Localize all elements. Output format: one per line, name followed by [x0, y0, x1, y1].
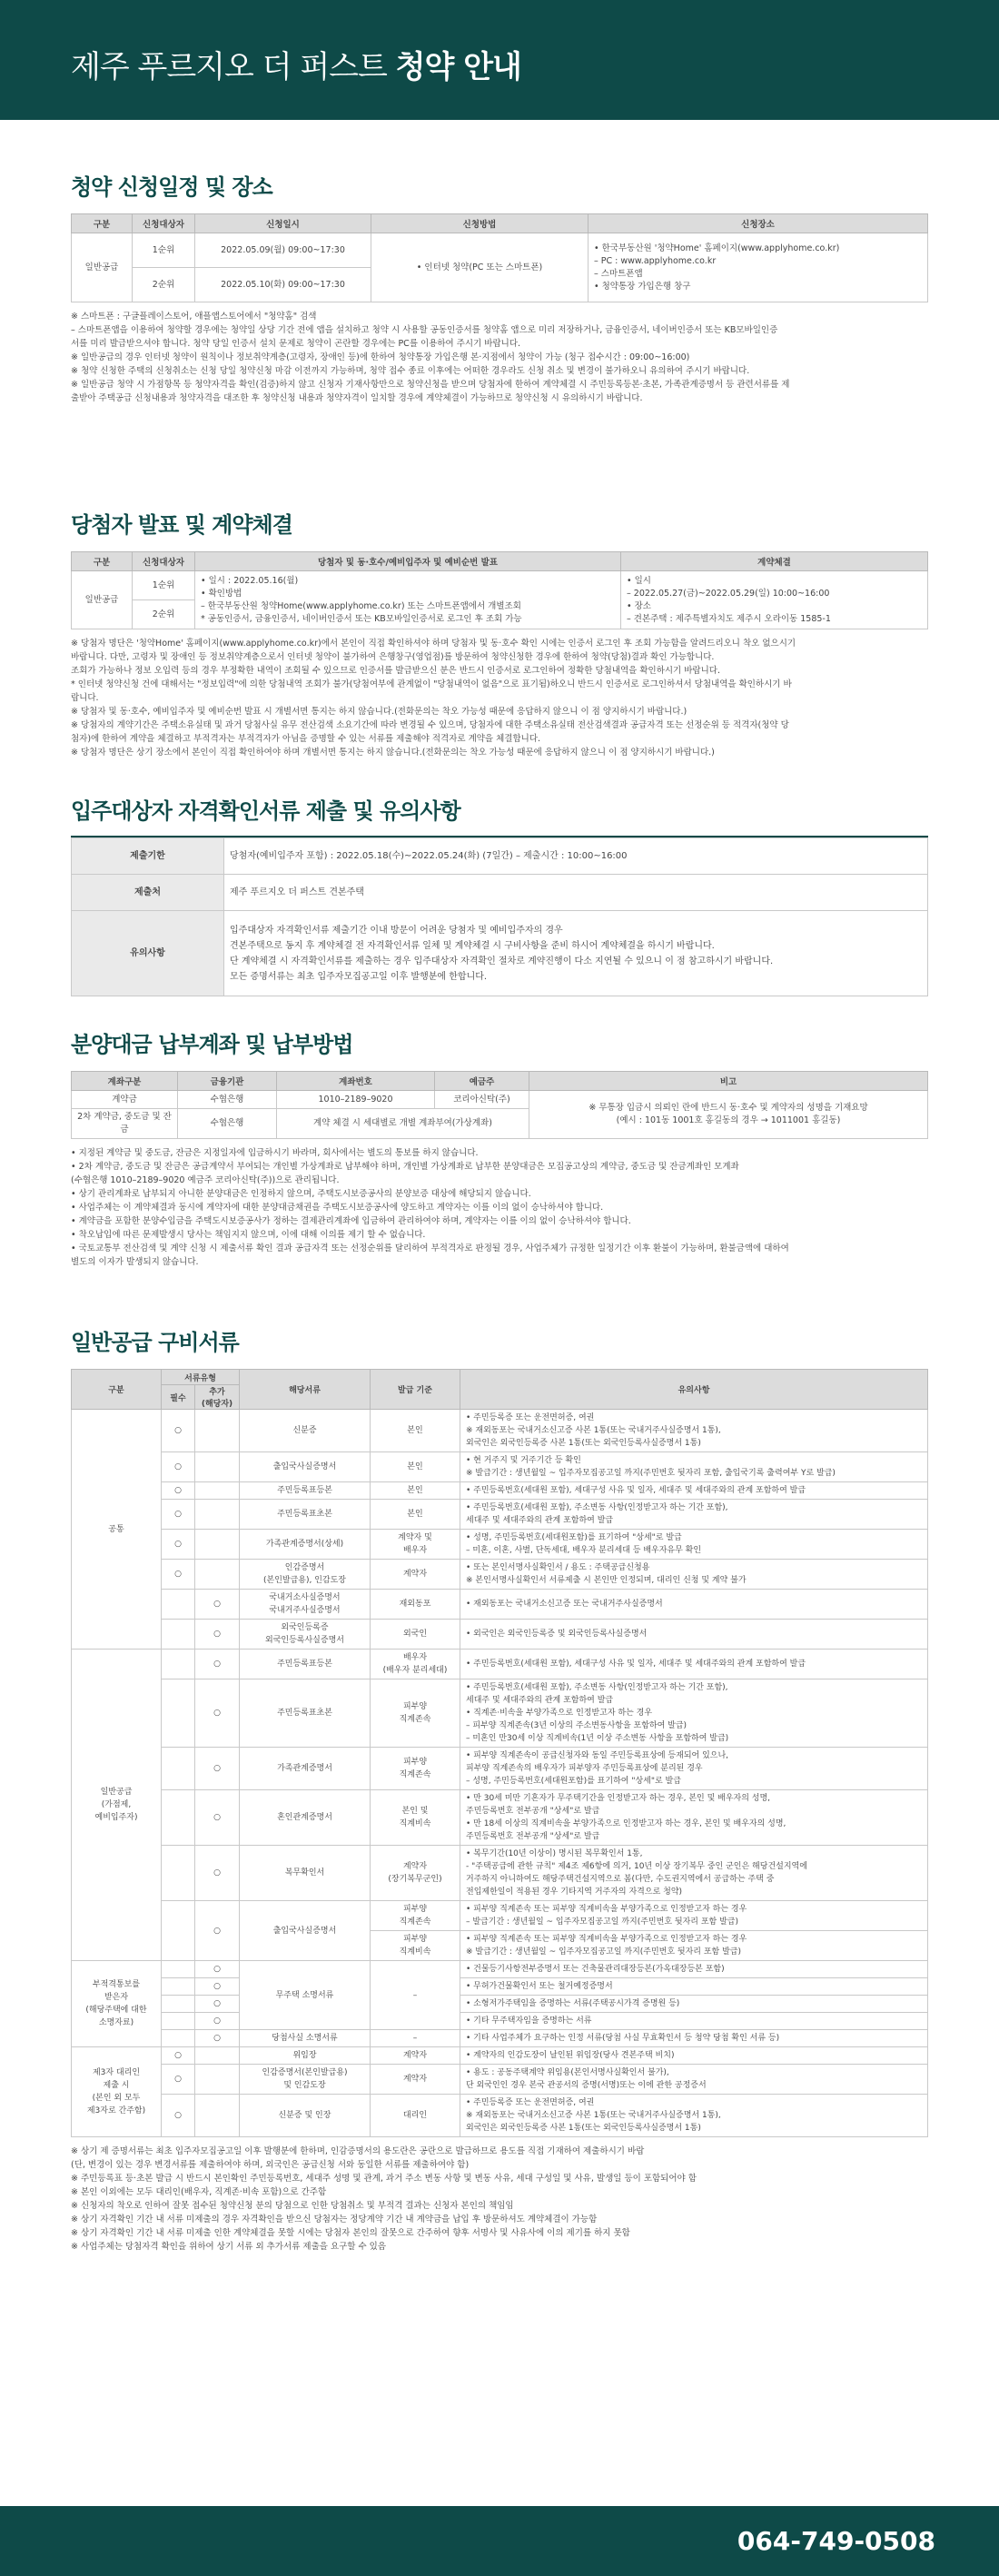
extra-mark: ○ — [195, 1978, 240, 1996]
extra-mark: ○ — [195, 1901, 240, 1961]
extra-mark: ○ — [195, 1961, 240, 1978]
doc-note: • 피부양 직계존속 또는 피부양 직계비속을 부양가족으로 인정받고자 하는 경우 ※ 발급기간 : 생년월일 ~ 입주자모집공고일 까지(주민번호 뒷자리 포함 발급) — [460, 1931, 928, 1961]
issuer: 계약자 — [371, 2065, 460, 2095]
section-title: 일반공급 구비서류 — [71, 1330, 239, 1355]
account-type: 계약금 — [72, 1091, 178, 1109]
extra-mark: ○ — [195, 1620, 240, 1650]
doc-name: 당첨사실 소명서류 — [240, 2030, 371, 2047]
payment-notes: • 지정된 계약금 및 중도금, 잔금은 지정일자에 입금하시기 바라며, 회사에서는 별도의 통보를 하지 않습니다. • 2차 계약금, 중도금 및 잔금은 공급계약서 부여되는 개인별 가상계좌로 납부해야 하며, 개인별 가상계좌로 납부한 분양대금은 모집공고상의 계약금, 중도금 및 잔금계좌인 모계좌 (수협은행 1010–2189–9020 예금주 코리아신탁(주))으로 관리됩니다. • 상기 관리계좌로 납부되지 아니한 분양대금은 인정하지 않으며, 주택도시보증공사의 분양보증 대상에 해당되지 않습니다. • 사업주체는 이 계약체결과 동시에 계약자에 대한 분양대금채권을 주택도시보증공사에 양도하고 계약자는 이를 이의 없이 승낙하셔야 합니다. • 계약금을 포함한 분양수입금을 주택도시보증공사가 정하는 결제관리계좌에 입금하여 관리하여야 하며, 계약자는 이를 이의 없이 승낙하셔야 합니다. • 착오납입에 따른 문제발생시 당사는 책임지지 않으며, 이에 대해 이의를 제기 할 수 없습니다. • 국토교통부 전산검색 및 계약 신청 시 제출서류 확인 결과 공급자격 또는 선정순위를 달리하여 부적격자로 판정될 경우, 사업주체가 규정한 일정기간 이후 환불이 가능하며, 환불금액에 대하여 별도의 이자가 발생되지 않습니다. — [71, 1148, 789, 1267]
doc-note: • 또는 본인서명사실확인서 / 용도 : 주택공급신청용 ※ 본인서명사실확인서 서류제출 시 본인만 인정되며, 대리인 신청 및 계약 불가 — [460, 1560, 928, 1590]
payment-table — [71, 1071, 928, 1139]
extra-mark: ○ — [195, 1679, 240, 1748]
doc-note: • 주민등록증 또는 운전면허증, 여권 ※ 재외동포는 국내거소신고증 사본 1통(또는 국내거주사실증명서 1통), 외국인은 외국인등록증 사본 1통(또는 외국인등록사실증명서 1통) — [460, 2095, 928, 2137]
col-header: 서류유형 — [162, 1370, 240, 1385]
issuer: 피부양 직계존속 — [371, 1748, 460, 1790]
date-cell: 2022.05.09(월) 09:00~17:30 — [195, 233, 371, 268]
section-title: 청약 신청일정 및 장소 — [71, 174, 272, 200]
doc-name: 가족관계증명서(상세) — [240, 1530, 371, 1560]
col-header: 계약체결 — [621, 552, 928, 571]
required-mark — [162, 1996, 195, 2013]
extra-mark — [195, 2047, 240, 2065]
col-header: 신청대상자 — [133, 552, 195, 571]
issuer: 대리인 — [371, 2095, 460, 2137]
col-header: 구분 — [72, 214, 133, 233]
required-mark: ○ — [162, 1452, 195, 1482]
extra-mark — [195, 1560, 240, 1590]
winners-notes: ※ 당첨자 명단은 '청약Home' 홈페이지(www.applyhome.co.kr)에서 본인이 직접 확인하셔야 하며 당첨자 및 동·호수 확인 시에는 인증서 로그인 후 조회 가능함을 알려드리오니 착오 없으시기 바랍니다. 다만, 고령자 및 장애인 등 정보취약계층으로서 인터넷 청약이 불가하여 은행창구(영업점)를 방문하여 청약신청한 경우에 한하여 청약(당첨)결과 확인 가능합니다. 조회가 가능하나 정보 오입력 등의 경우 부정확한 내역이 조회될 수 있으므로 인증서를 발급받으신 분은 반드시 인증서로 로그인하여 정확한 당첨내역을 확인하시기 바랍니다. * 인터넷 청약신청 건에 대해서는 "정보입력"에 의한 당첨내역 조회가 불가(당첨여부에 관계없이 "당첨내역이 없음"으로 표기됨)하오니 반드시 인증서로 로그인하셔서 당첨내역을 확인하시기 바 랍니다. ※ 당첨자 및 동·호수, 예비입주자 및 예비순번 발표 시 개별서면 통지는 하지 않습니다.(전화문의는 착오 가능성 때문에 응답하지 않으니 이 점 양지하시기 바랍니다.) ※ 당첨자의 계약기간은 주택소유실태 및 과거 당첨사실 유무 전산검색 소요기간에 따라 변경될 수 있으며, 당첨자에 대한 주택소유실태 전산검색결과 공급자격 또는 선정순위 등 적격자(청약 당 첨자)에 한하여 계약을 체결하고 부적격자는 부적격자가 아님을 증명할 수 있는 서류를 제출해야 적격자로 계약을 체결합니다. ※ 당첨자 명단은 상기 장소에서 본인이 직접 확인하여야 하며 개별서면 통지는 하지 않습니다.(전화문의는 착오 가능성 때문에 응답하지 않으니 이 점 양지하시기 바랍니다.) — [71, 639, 796, 758]
required-docs-table — [71, 1369, 928, 2137]
account-type: 2차 계약금, 중도금 및 잔금 — [72, 1109, 178, 1139]
doc-note: • 소형저가주택임을 증명하는 서류(주택공시가격 증명원 등) — [460, 1996, 928, 2013]
doc-name: 주민등록표초본 — [240, 1500, 371, 1530]
issuer: 계약자 및 배우자 — [371, 1530, 460, 1560]
page-header — [0, 0, 999, 120]
extra-mark: ○ — [195, 1996, 240, 2013]
extra-mark — [195, 2065, 240, 2095]
doc-name: 혼인관계증명서 — [240, 1790, 371, 1846]
required-mark: ○ — [162, 1410, 195, 1452]
doc-note: • 계약자의 인감도장이 날인된 위임장(당사 견본주택 비치) — [460, 2047, 928, 2065]
issuer: – — [371, 2030, 460, 2047]
col-header: 비고 — [529, 1072, 928, 1091]
group-cell: 제3자 대리인 제출 시 (본인 외 모두 제3자로 간주함) — [72, 2047, 162, 2137]
row-value: 당첨자(예비입주자 포함) : 2022.05.18(수)~2022.05.24(화) (7일간) – 제출시간 : 10:00~16:00 — [224, 838, 928, 875]
col-header: 당첨자 및 동·호수/예비입주자 및 예비순번 발표 — [195, 552, 621, 571]
doc-name: 복무확인서 — [240, 1846, 371, 1901]
required-mark: ○ — [162, 1500, 195, 1530]
required-mark — [162, 1846, 195, 1901]
account-number: 1010–2189–9020 — [277, 1091, 435, 1109]
doc-note: • 주민등록증 또는 운전면허증, 여권 ※ 재외동포는 국내거소신고증 사본 1통(또는 국내거주사실증명서 1통), 외국인은 외국인등록증 사본 1통(또는 외국인등록사실증명서 1통) — [460, 1410, 928, 1452]
doc-note: • 만 30세 미만 기혼자가 무주택기간을 인정받고자 하는 경우, 본인 및 배우자의 성명, 주민등록번호 전부공개 "상세"로 발급 • 만 18세 이상의 직계비속을 부양가족으로 인정받고자 하는 경우, 본인 및 배우자의 성명, 주민등록번호 전부공개 "상세"로 발급 — [460, 1790, 928, 1846]
required-mark: ○ — [162, 2047, 195, 2065]
issuer: – — [371, 1961, 460, 2030]
required-mark — [162, 1620, 195, 1650]
required-mark — [162, 1679, 195, 1748]
account-number: 계약 체결 시 세대별로 개별 계좌부여(가상계좌) — [277, 1109, 529, 1139]
group-cell: 부적격통보를 받은자 (해당주택에 대한 소명자료) — [72, 1961, 162, 2047]
extra-mark — [195, 1452, 240, 1482]
doc-note: • 피부양 직계존속이 공급신청자와 동일 주민등록표상에 등재되어 있으나, 피부양 직계존속의 배우자가 피부양자 주민등록표상에 분리된 경우 – 성명, 주민등록번호(세대원포함)를 표기하여 "상세"로 발급 — [460, 1748, 928, 1790]
winners-table — [71, 551, 928, 629]
col-header: 추가 (해당자) — [195, 1385, 240, 1410]
bank: 수협은행 — [178, 1109, 277, 1139]
group-cell: 공통 — [72, 1410, 162, 1650]
payment-remark: ※ 무통장 입금시 의뢰인 란에 반드시 동·호수 및 계약자의 성명을 기재요망 (예시 : 101동 1001호 홍길동의 경우 → 1011001 홍길동) — [529, 1091, 928, 1139]
doc-name: 출입국사실증명서 — [240, 1452, 371, 1482]
doc-note: • 주민등록번호(세대원 포함), 주소변동 사항(인정받고자 하는 기간 포함), 세대주 및 세대주와의 관계 포함하여 발급 — [460, 1500, 928, 1530]
section-documents-submit — [71, 793, 928, 996]
issuer: 본인 — [371, 1482, 460, 1500]
phone-number: 064-749-0508 — [737, 2526, 935, 2556]
doc-note: • 재외동포는 국내거소신고증 또는 국내거주사실증명서 — [460, 1590, 928, 1620]
rank-cell: 1순위 — [133, 571, 195, 600]
row-value: 입주대상자 자격확인서류 제출기간 이내 방문이 어려운 당첨자 및 예비입주자의 경우 견본주택으로 동지 후 계약체결 전 자격확인서류 일체 및 계약체결 시 구비사항을 준비 하시어 계약체결을 하시기 바랍니다. 단 계약체결 시 자격확인서류를 제출하는 경우 입주대상자 자격확인 절차로 계약진행이 다소 지연될 수 있으니 이 점 참고하시기 바랍니다. 모든 증명서류는 최초 입주자모집공고일 이후 발행분에 한합니다. — [224, 911, 928, 996]
rank-cell: 2순위 — [133, 268, 195, 302]
issuer: 본인 및 직계비속 — [371, 1790, 460, 1846]
required-mark — [162, 1961, 195, 1978]
required-docs-notes: ※ 상기 제 증명서류는 최초 입주자모집공고일 이후 발행분에 한하며, 인감증명서의 용도란은 공란으로 발급하므로 용도를 직접 기재하여 제출하시기 바랍 (단, 변경이 있는 경우 변경서류를 제출하여야 하며, 외국인은 공급신청 서와 동일한 서류를 제출하여야 함) ※ 주민등록표 등·초본 발급 시 반드시 본인확인 주민등록번호, 세대주 성명 및 관계, 과거 주소 변동 사항 및 변동 사유, 세대 구성일 및 사유, 발생일 등이 포함되어야 함 ※ 본인 이외에는 모두 대리인(배우자, 직계존·비속 포함)으로 간주함 ※ 신청자의 착오로 인하여 잘못 접수된 청약신청 분의 당첨으로 인한 당첨취소 및 부적격 결과는 신청자 본인의 책임임 ※ 상기 자격확인 기간 내 서류 미제출의 경우 자격확인을 받으신 당첨자는 정당계약 기간 내 계약금을 납입 후 방문하셔도 계약체결이 가능함 ※ 상기 자격확인 기간 내 서류 미제출 인한 계약체결을 못할 시에는 당첨자 본인의 잘못으로 간주하여 향후 서명사 및 사유사에 이의 제기를 하지 못함 ※ 사업주체는 당첨자격 확인을 위하여 상기 서류 외 추가서류 제출을 요구할 수 있음 — [71, 2146, 697, 2252]
section-title: 입주대상자 자격확인서류 제출 및 유의사항 — [71, 798, 460, 824]
doc-name: 주민등록표등본 — [240, 1482, 371, 1500]
issuer: 계약자 — [371, 1560, 460, 1590]
extra-mark: ○ — [195, 1590, 240, 1620]
schedule-notes: ※ 스마트폰 : 구글플레이스토어, 애플앱스토어에서 "청약홈" 검색 – 스마트폰앱을 이용하여 청약할 경우에는 청약일 상당 기간 전에 앱을 설치하고 청약 시 사용할 공동인증서를 청약홈 앱으로 미리 저장하거나, 금융인증서, 네이버인증서 또는 KB모바일인증 서를 미리 발급받으셔야 합니다. 청약 당일 인증서 설치 문제로 청약이 곤란할 경우에는 PC를 이용하여 주시기 바랍니다. ※ 일반공급의 경우 인터넷 청약이 원칙이나 정보취약계층(고령자, 장애인 등)에 한하여 청약통장 가입은행 본·지점에서 청약이 가능 (청구 접수시간 : 09:00~16:00) ※ 청약 신청한 주택의 신청취소는 신청 당일 청약신청 마감 이전까지 가능하며, 청약 접수 종료 이후에는 어떠한 경우라도 신청 취소 및 변경이 불가하오니 유의하여 주시기 바랍니다. ※ 일반공급 청약 시 가점항목 등 청약자격을 확인(검증)하지 않고 신청자 기재사항만으로 청약신청을 받으며 당첨자에 한하여 계약체결 시 주민등록등본·초본, 가족관계증명서 등 관련서류를 제 출받아 주택공급 신청내용과 청약자격을 대조한 후 청약신청 내용과 청약자격이 일치할 경우에 계약체결이 가능하므로 청약신청 시 유의하시기 바랍니다. — [71, 312, 790, 403]
doc-note: • 용도 : 공동주택계약 위임용(본인서명사실확인서 불가), 단 외국인인 경우 본국 관공서의 증명(서명)또는 이에 관한 공정증서 — [460, 2065, 928, 2095]
doc-note: • 복무기간(10년 이상이) 명시된 복무확인서 1통, - "주택공급에 관한 규칙" 제4조 제6항에 의거, 10년 이상 장기복무 중인 군인은 해당건설지역에 거주하지 아니하여도 해당주택건설지역으로 봄(다만, 수도권지역에서 공급하는 주택 중 전입제한일이 적용된 경우 기타지역 거주자의 자격으로 청약) — [460, 1846, 928, 1901]
group-cell: 일반공급 — [72, 571, 133, 629]
col-header: 필수 — [162, 1385, 195, 1410]
doc-name: 가족관계증명서 — [240, 1748, 371, 1790]
row-label: 유의사항 — [72, 911, 224, 996]
doc-note: • 주민등록번호(세대원 포함), 세대구성 사유 및 일자, 세대주 및 세대주와의 관계 포함하여 발급 — [460, 1650, 928, 1679]
issuer: 피부양 직계비속 — [371, 1931, 460, 1961]
section-required-docs — [71, 1324, 928, 2254]
section-winners — [71, 507, 928, 759]
section-schedule — [71, 169, 928, 405]
col-header: 계좌구분 — [72, 1072, 178, 1091]
doc-name: 신분증 — [240, 1410, 371, 1452]
row-label: 제출기한 — [72, 838, 224, 875]
required-mark: ○ — [162, 1482, 195, 1500]
issuer: 본인 — [371, 1452, 460, 1482]
bank: 수협은행 — [178, 1091, 277, 1109]
col-header: 신청방법 — [371, 214, 589, 233]
doc-name: 주민등록표초본 — [240, 1679, 371, 1748]
extra-mark — [195, 1500, 240, 1530]
place-cell: • 한국부동산원 '청약Home' 홈페이지(www.applyhome.co.kr) – PC : www.applyhome.co.kr – 스마트폰앱 • 청약통장 가입은행 창구 — [589, 233, 928, 302]
doc-note: • 현 거주지 및 거주기간 등 확인 ※ 발급기간 : 생년월일 ~ 입주자모집공고일 까지(주민번호 뒷자리 포함, 출입국기록 출력여부 Y로 발급) — [460, 1452, 928, 1482]
issuer: 계약자 (장기복무군인) — [371, 1846, 460, 1901]
method-cell: • 인터넷 청약(PC 또는 스마트폰) — [371, 233, 589, 302]
required-mark: ○ — [162, 1530, 195, 1560]
doc-note: • 기타 무주택자임을 증명하는 서류 — [460, 2013, 928, 2030]
page-footer — [0, 2506, 999, 2576]
row-value: 제주 푸르지오 더 퍼스트 견본주택 — [224, 875, 928, 911]
required-mark — [162, 1790, 195, 1846]
required-mark — [162, 1590, 195, 1620]
doc-name: 출입국사실증명서 — [240, 1901, 371, 1961]
doc-note: • 성명, 주민등록번호(세대원포함)를 표기하여 "상세"로 발급 – 미혼, 이혼, 사별, 단독세대, 배우자 분리세대 등 배우자유무 확인 — [460, 1530, 928, 1560]
doc-note: • 기타 사업주체가 요구하는 인정 서류(당첨 사실 무효확인서 등 청약 당첨 확인 서류 등) — [460, 2030, 928, 2047]
extra-mark — [195, 1530, 240, 1560]
title-prefix: 제주 푸르지오 더 퍼스트 — [71, 49, 396, 85]
required-mark — [162, 1650, 195, 1679]
issuer: 재외동포 — [371, 1590, 460, 1620]
required-mark — [162, 1901, 195, 1961]
required-mark — [162, 2030, 195, 2047]
issuer: 피부양 직계존속 — [371, 1679, 460, 1748]
doc-note: • 외국인은 외국인등록증 및 외국인등록사실증명서 — [460, 1620, 928, 1650]
section-title: 당첨자 발표 및 계약체결 — [71, 512, 292, 538]
doc-note: • 피부양 직계존속 또는 피부양 직계비속을 부양가족으로 인정받고자 하는 경우 – 발급기간 : 생년월일 ~ 입주자모집공고일 까지(주민번호 뒷자리 포함 발급) — [460, 1901, 928, 1931]
doc-name: 인감증명서 (본인발급용), 인감도장 — [240, 1560, 371, 1590]
doc-name: 위임장 — [240, 2047, 371, 2065]
extra-mark: ○ — [195, 1748, 240, 1790]
doc-name: 외국인등록증 외국인등록사실증명서 — [240, 1620, 371, 1650]
doc-name: 신분증 및 인장 — [240, 2095, 371, 2137]
extra-mark — [195, 2095, 240, 2137]
submit-table — [71, 837, 928, 996]
issuer: 계약자 — [371, 2047, 460, 2065]
title-bold: 청약 안내 — [395, 49, 521, 85]
extra-mark: ○ — [195, 1846, 240, 1901]
doc-name: 인감증명서(본인발급용) 및 인감도장 — [240, 2065, 371, 2095]
col-header: 발급 기준 — [371, 1370, 460, 1410]
issuer: 본인 — [371, 1410, 460, 1452]
contract-cell: • 일시 – 2022.05.27(금)~2022.05.29(일) 10:00~16:00 • 장소 – 견본주택 : 제주특별자치도 제주시 오라이동 1585-1 — [621, 571, 928, 629]
required-mark: ○ — [162, 1560, 195, 1590]
schedule-table — [71, 213, 928, 302]
extra-mark: ○ — [195, 1650, 240, 1679]
col-header: 신청대상자 — [133, 214, 195, 233]
date-cell: 2022.05.10(화) 09:00~17:30 — [195, 268, 371, 302]
extra-mark: ○ — [195, 1790, 240, 1846]
col-header: 구분 — [72, 1370, 162, 1410]
extra-mark: ○ — [195, 2030, 240, 2047]
doc-note: • 주민등록번호(세대원 포함), 주소변동 사항(인정받고자 하는 기간 포함), 세대주 및 세대주와의 관계 포함하여 발급 • 직계존·비속을 부양가족으로 인정받고자 하는 경우 – 피부양 직계존속(3년 이상의 주소변동사항을 포함하여 발급) – 미혼인 만30세 이상 직계비속(1년 이상 주소변동 사항을 포함하여 발급) — [460, 1679, 928, 1748]
extra-mark — [195, 1410, 240, 1452]
rank-cell: 1순위 — [133, 233, 195, 268]
account-holder: 코리아신탁(주) — [435, 1091, 529, 1109]
page-title — [71, 42, 521, 86]
issuer: 본인 — [371, 1500, 460, 1530]
extra-mark — [195, 1482, 240, 1500]
doc-note: • 주민등록번호(세대원 포함), 세대구성 사유 및 일자, 세대주 및 세대주와의 관계 포함하여 발급 — [460, 1482, 928, 1500]
col-header: 계좌번호 — [277, 1072, 435, 1091]
required-mark: ○ — [162, 2095, 195, 2137]
col-header: 구분 — [72, 552, 133, 571]
required-mark — [162, 1748, 195, 1790]
required-mark: ○ — [162, 2065, 195, 2095]
group-cell: 일반공급 — [72, 233, 133, 302]
issuer: 피부양 직계존속 — [371, 1901, 460, 1931]
row-label: 제출처 — [72, 875, 224, 911]
col-header: 유의사항 — [460, 1370, 928, 1410]
section-title: 분양대금 납부계좌 및 납부방법 — [71, 1032, 353, 1057]
col-header: 해당서류 — [240, 1370, 371, 1410]
doc-name: 무주택 소명서류 — [240, 1961, 371, 2030]
required-mark — [162, 1978, 195, 1996]
col-header: 신청장소 — [589, 214, 928, 233]
doc-name: 주민등록표등본 — [240, 1650, 371, 1679]
doc-name: 국내거소사실증명서 국내거주사실증명서 — [240, 1590, 371, 1620]
required-mark — [162, 2013, 195, 2030]
doc-note: • 건물등기사항전부증명서 또는 건축물관리대장등본(가옥대장등본 포함) — [460, 1961, 928, 1978]
issuer: 외국인 — [371, 1620, 460, 1650]
section-payment — [71, 1026, 928, 1269]
doc-note: • 무허가건물확인서 또는 철거예정증명서 — [460, 1978, 928, 1996]
announce-cell: • 일시 : 2022.05.16(월) • 확인방법 – 한국부동산원 청약Home(www.applyhome.co.kr) 또는 스마트폰앱에서 개별조회 * 공동인증서, 금융인증서, 네이버인증서 또는 KB모바일인증서로 로그인 후 조회 가능 — [195, 571, 621, 629]
col-header: 금융기관 — [178, 1072, 277, 1091]
col-header: 예금주 — [435, 1072, 529, 1091]
col-header: 신청일시 — [195, 214, 371, 233]
rank-cell: 2순위 — [133, 600, 195, 629]
group-cell: 일반공급 (가점제, 예비입주자) — [72, 1650, 162, 1961]
issuer: 배우자 (배우자 분리세대) — [371, 1650, 460, 1679]
extra-mark: ○ — [195, 2013, 240, 2030]
